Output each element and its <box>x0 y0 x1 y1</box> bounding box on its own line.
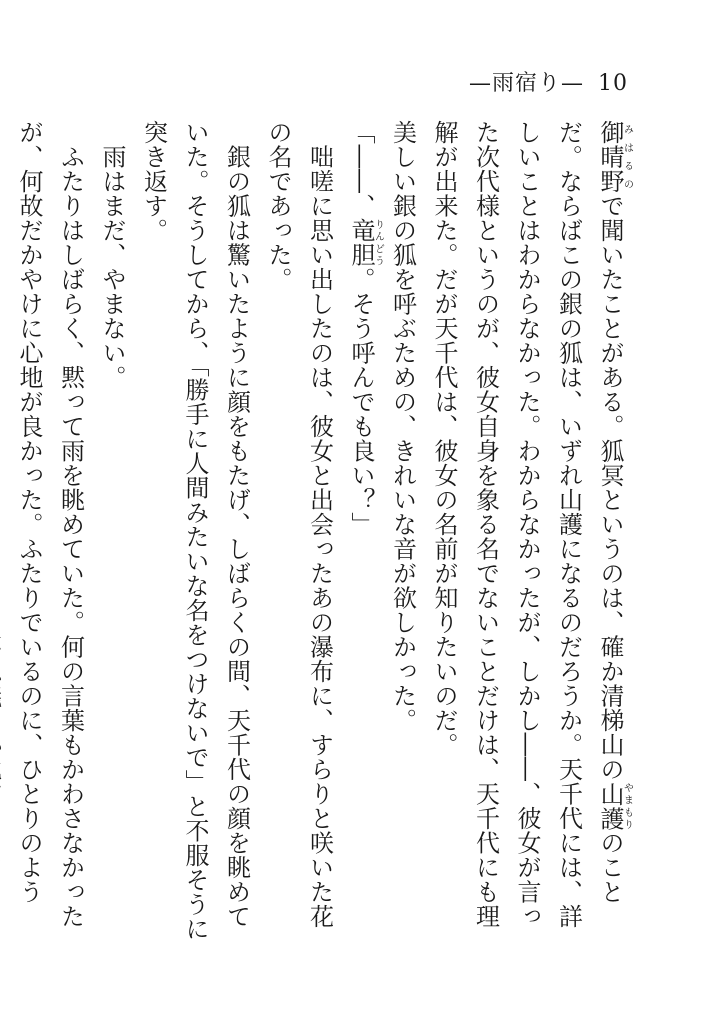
ruby-mihareno: 御晴野みはるの <box>596 120 633 194</box>
paragraph-2: 美しい銀の狐を呼ぶための、きれいな音が欲しかった。 <box>388 120 417 733</box>
ruby-rindou: 竜胆りんどう <box>347 218 384 267</box>
paragraph-6: 雨はまだ、やまない。 <box>98 144 126 390</box>
paragraph-3: 「――、竜胆りんどう。そう呼んでも良い？」 <box>347 120 384 537</box>
chapter-title: —雨宿り— <box>468 71 584 96</box>
vertical-body-text <box>15 120 633 950</box>
paragraph-4: 咄嗟に思い出したのは、彼女と出会ったあの瀑布に、すらりと咲いた花の名であった。 <box>264 120 334 929</box>
running-header <box>469 66 628 97</box>
paragraph-1: 御晴野みはるので聞いたことがある。狐冥というのは、確か清梯山の山護やまもりのことだ。ならばこの銀の狐は、いずれ山護になるのだろうか。天千代には、詳しいことはわからなかった。わからなかったが、しかし――、彼女が言った次代様というのが、彼女自身を象る名でないことだけは、天千代にも理解が出来た。だが天千代は、彼女の名前が知りたいのだ。 <box>430 120 633 929</box>
ruby-yamamori: 山護やまもり <box>596 781 633 831</box>
paragraph-5: 銀の狐は驚いたように顔をもたげ、しばらくの間、天千代の顔を眺めていた。そうしてから、「勝手に人間みたいな名をつけないで」と不服そうに突き返す。 <box>139 120 251 941</box>
paragraph-7: ふたりはしばらく、黙って雨を眺めていた。何の言葉もかわさなかったが、何故だかやけに心地が良かった。ふたりでいるのに、ひとりのよう <box>15 120 85 929</box>
page-number: 10 <box>598 71 628 96</box>
